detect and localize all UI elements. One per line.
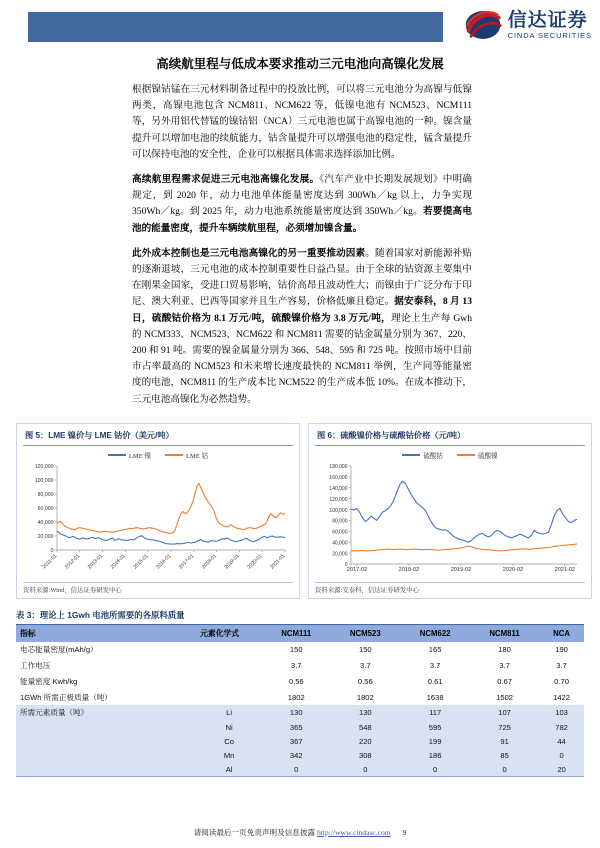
svg-text:0: 0: [50, 548, 54, 555]
table-cell-value: 103: [539, 705, 584, 721]
svg-text:2012-01: 2012-01: [63, 553, 82, 571]
svg-text:80,000: 80,000: [332, 518, 348, 525]
table-cell-value: 782: [539, 721, 584, 735]
table-cell-formula: [196, 673, 262, 689]
legend-item-nickel-sulfate: [457, 450, 498, 460]
table-cell-value: 1422: [553, 692, 570, 702]
svg-text:2020-01: 2020-01: [246, 553, 264, 571]
svg-text:2016-01: 2016-01: [155, 553, 173, 571]
table-cell-value: 342: [262, 748, 330, 762]
svg-text:2018-01: 2018-01: [200, 553, 219, 571]
table-3-title: [16, 609, 584, 625]
svg-text:60,000: 60,000: [37, 506, 54, 513]
table-cell-value: 150: [289, 645, 303, 655]
table-row: [16, 673, 584, 689]
table-body: [16, 642, 584, 777]
figure-5-plot-area: [23, 462, 293, 580]
table-cell-value: 44: [539, 735, 584, 749]
table-cell-value: 367: [262, 735, 330, 749]
table-cell-value: 117: [400, 705, 470, 721]
table-cell-value: 308: [330, 748, 400, 762]
paragraph-2: [132, 172, 472, 237]
legend-swatch-blue: [108, 454, 126, 457]
table-cell-formula: [196, 658, 262, 674]
table-cell-label: [16, 735, 196, 749]
table-cell-label: 工作电压: [20, 661, 51, 671]
figure-5-title: [23, 429, 293, 445]
table-cell-formula: Co: [196, 735, 262, 749]
svg-text:2013-01: 2013-01: [86, 553, 105, 571]
table-row: [16, 705, 584, 721]
table-cell-formula: Mn: [196, 748, 262, 762]
table-cell-value: 595: [400, 721, 470, 735]
table-row: [16, 642, 584, 658]
svg-text:0: 0: [344, 562, 348, 569]
table-cell-value: 3.7: [556, 661, 567, 671]
svg-text:2017-01: 2017-01: [177, 553, 196, 571]
paragraph-1: [132, 82, 472, 163]
table-cell-value: 20: [539, 762, 584, 776]
table-cell-value: 91: [470, 735, 539, 749]
table-header-0: 指标: [16, 625, 196, 642]
legend-item-lme-cobalt: [165, 450, 208, 460]
table-cell-value: 0.56: [357, 676, 373, 686]
table-cell-value: 548: [330, 721, 400, 735]
table-cell-value: 186: [400, 748, 470, 762]
text-run-1: 。随着国家对新能源补贴的逐渐退坡，三元电池的成本控制重要性日益凸显。由于全球的钴资源主要集中在刚果金国家，受进口贸易影响，钴价高昂且波动性大；而镍由于广泛分布于印尼、澳大利亚、巴西等国家并且生产容易，价格低廉且稳定。: [132, 247, 473, 308]
figure-5-legend: [23, 448, 293, 462]
figure-6-title: [315, 429, 585, 445]
table-header-4: NCM622: [400, 625, 470, 642]
raw-material-table: [16, 625, 584, 777]
svg-text:20,000: 20,000: [37, 534, 54, 541]
paragraph-3: [132, 246, 472, 408]
figure-5-rule: [23, 445, 293, 446]
table-cell-value: 0: [400, 762, 470, 776]
svg-text:2018-02: 2018-02: [398, 566, 420, 573]
table-cell-formula: Al: [196, 762, 262, 776]
table-cell-value: 130: [330, 705, 400, 721]
table-cell-value: 3.7: [429, 661, 441, 671]
svg-text:2014-01: 2014-01: [109, 553, 127, 571]
legend-item-lme-nickel: [108, 450, 151, 460]
table-cell-value: 190: [555, 645, 568, 655]
table-cell-value: 220: [330, 735, 400, 749]
table-cell-value: 85: [470, 748, 539, 762]
figure-5-chart: [23, 462, 293, 580]
svg-text:120,000: 120,000: [329, 496, 348, 503]
table-cell-value: 180: [498, 645, 511, 655]
svg-text:2021-01: 2021-01: [269, 553, 287, 571]
table-cell-formula: [196, 689, 262, 705]
figure-5-caption: LME 镍价与 LME 钴价（美元/吨）: [48, 430, 174, 440]
logo-company-name-cn: 信达证券: [507, 9, 588, 31]
table-header-5: NCM811: [470, 625, 539, 642]
text-run-2: 据安泰科，8 月 13 日，硫酸钴价格为 8.1 万元/吨，硫酸镍价格为 3.8 万元/吨，: [132, 296, 473, 324]
table-row: [16, 689, 584, 705]
svg-text:2020-02: 2020-02: [502, 566, 524, 573]
table-cell-label: [16, 762, 196, 776]
footer-page-number: 9: [402, 828, 407, 837]
table-cell-formula: [196, 642, 262, 658]
figure-5-label: 图 5：: [25, 430, 49, 440]
header-blue-bar: [28, 12, 443, 42]
svg-text:20,000: 20,000: [332, 551, 348, 558]
svg-text:160,000: 160,000: [329, 474, 348, 481]
table-cell-value: 130: [262, 705, 330, 721]
svg-text:2019-01: 2019-01: [223, 553, 241, 571]
svg-text:40,000: 40,000: [332, 540, 348, 547]
svg-text:2015-01: 2015-01: [132, 553, 150, 571]
table-cell-value: 3.7: [360, 661, 371, 671]
table-cell-label: 所需元素质量（吨）: [16, 705, 196, 721]
text-run-0: 高续航里程需求促进三元电池高镍化发展。: [132, 174, 320, 186]
table-cell-value: 725: [470, 721, 539, 735]
cinda-logo-icon: [463, 8, 503, 42]
footer-disclaimer: 请阅读最后一页免责声明及信息披露: [193, 828, 316, 837]
table-cell-label: [16, 748, 196, 762]
figure-6-caption: 硫酸镍价格与硫酸钴价格（元/吨）: [340, 430, 466, 440]
table-cell-value: 0.67: [497, 676, 512, 686]
text-run-0: 此外成本控制也是三元电池高镍化的另一重要推动因素: [132, 247, 366, 259]
table-cell-value: 1802: [287, 692, 305, 702]
table-cell-value: 0.70: [554, 676, 569, 686]
table-cell-value: 0.61: [427, 676, 443, 686]
table-row: [16, 748, 584, 762]
table-cell-value: 0: [470, 762, 539, 776]
legend-swatch-blue-2: [402, 454, 420, 457]
legend-label-3: 硫酸镍: [478, 452, 498, 460]
table-cell-value: 150: [358, 645, 372, 655]
text-run-1: 《汽车产业中长期发展规划》中明确规定，到 2020 年，动力电池单体能量密度达到 300Wh／kg 以上，力争实现 350Wh／kg。到 2025 年，动力电池系统能量密度达到 350Wh／kg。: [132, 174, 473, 218]
table-cell-value: 107: [470, 705, 539, 721]
table-cell-value: 365: [262, 721, 330, 735]
svg-text:60,000: 60,000: [332, 529, 348, 536]
text-run-3: 理论上生产每 Gwh 的 NCM333、NCM523、NCM622 和 NCM811 需要的钴金属量分别为 367、220、200 和 91 吨。需要的镍金属量分别为 366、548、595 和 725 吨。按照市场中目前市占率最高的 NCM523 和未来增长速度最快的 NCM811 举例，生产同等能量密度的电池，NCM811 的生产成本比 NCM522 的生产成本低 10%。在成本推动下，三元电池高镍化为必然趋势。: [132, 312, 472, 405]
article-body: [0, 82, 600, 408]
svg-text:80,000: 80,000: [37, 492, 54, 499]
table-header-1: 元素化学式: [196, 625, 262, 642]
svg-text:2011-01: 2011-01: [41, 553, 59, 570]
table-header-row: [16, 625, 584, 642]
legend-label-2: 硫酸钴: [423, 452, 443, 460]
figure-6-legend: [315, 448, 585, 462]
table-cell-label: 电芯能量密度(mAh/g）: [20, 645, 98, 655]
table-cell-value: 1802: [356, 692, 374, 702]
figure-6-source: 资料来源:安泰科，信达证券研发中心: [315, 582, 585, 594]
svg-text:2019-02: 2019-02: [450, 566, 472, 573]
table-cell-value: 0: [262, 762, 330, 776]
table-row: [16, 721, 584, 735]
table-header-2: NCM111: [262, 625, 330, 642]
text-run-2: 若要提高电池的能量密度，提升车辆续航里程，必须增加镍含量。: [132, 206, 472, 234]
page-title: 高续航里程与低成本要求推动三元电池向高镍化发展: [156, 57, 444, 71]
svg-text:100,000: 100,000: [34, 478, 54, 485]
table-cell-value: 0: [330, 762, 400, 776]
table-row: [16, 735, 584, 749]
table-cell-value: 199: [400, 735, 470, 749]
table-cell-value: 3.7: [290, 661, 302, 671]
table-row: [16, 658, 584, 674]
table-head: [16, 625, 584, 642]
company-logo: [463, 8, 592, 42]
svg-text:2017-02: 2017-02: [346, 566, 368, 573]
figure-6-plot-area: [315, 462, 585, 580]
table-3-wrapper: [0, 599, 600, 777]
logo-company-name-en: CINDA SECURITIES: [507, 30, 592, 40]
svg-text:140,000: 140,000: [329, 485, 348, 492]
table-cell-value: 165: [428, 645, 442, 655]
footer-url-link[interactable]: http://www.cindasc.com: [316, 828, 391, 837]
table-cell-formula: Ni: [196, 721, 262, 735]
figures-row: [0, 417, 600, 599]
svg-text:120,000: 120,000: [34, 464, 54, 471]
table-cell-value: 0: [539, 748, 584, 762]
svg-text:100,000: 100,000: [329, 507, 348, 514]
legend-swatch-orange-2: [457, 454, 475, 457]
table-3-caption: 理论上 1Gwh 电池所需要的各原料质量: [39, 609, 185, 620]
page-footer: [0, 827, 600, 838]
table-cell-value: 1638: [426, 692, 444, 702]
table-header-6: NCA: [539, 625, 584, 642]
figure-5-source: 资料来源:Wind，信达证券研发中心: [23, 582, 293, 594]
text-run-0: 根据镍钴锰在三元材料制备过程中的投放比例，可以将三元电池分为高镍与低镍两类，高镍电池包含 NCM811、NCM622 等，低镍电池有 NCM523、NCM111 等，另外用铝代替锰的镍钴铝（NCA）三元电池也属于高镍电池的一种。镍含量提升可以增加电池的续航能力，钴含量提升可以增强电池的稳定性，锰含量提升可以保持电池的安全性，企业可以根据具体需求选择添加比例。: [132, 84, 472, 160]
figure-6-label: 图 6：: [317, 430, 341, 440]
table-row: [16, 762, 584, 776]
figure-6-rule: [315, 445, 585, 446]
figure-6-chart: [315, 462, 585, 580]
table-cell-value: 3.7: [499, 661, 510, 671]
svg-text:40,000: 40,000: [37, 520, 54, 527]
table-cell-label: [16, 721, 196, 735]
figure-6: [308, 423, 592, 599]
table-cell-value: 1502: [496, 692, 514, 702]
legend-label-1: LME 钴: [186, 452, 209, 460]
legend-label-0: LME 镍: [128, 452, 151, 460]
svg-text:2021-02: 2021-02: [554, 566, 576, 573]
table-cell-label: 能量密度 Kwh/kg: [20, 676, 78, 686]
table-cell-value: 0.56: [288, 676, 304, 686]
table-cell-label: 1GWh 所需正极质量（吨）: [20, 692, 112, 702]
legend-item-cobalt-sulfate: [402, 450, 443, 460]
table-cell-formula: Li: [196, 705, 262, 721]
legend-swatch-orange: [165, 454, 183, 457]
figure-5: [16, 423, 300, 599]
svg-text:180,000: 180,000: [329, 464, 348, 471]
table-3-label: 表 3：: [16, 609, 40, 620]
page-header: [0, 0, 600, 44]
table-header-3: NCM523: [330, 625, 400, 642]
